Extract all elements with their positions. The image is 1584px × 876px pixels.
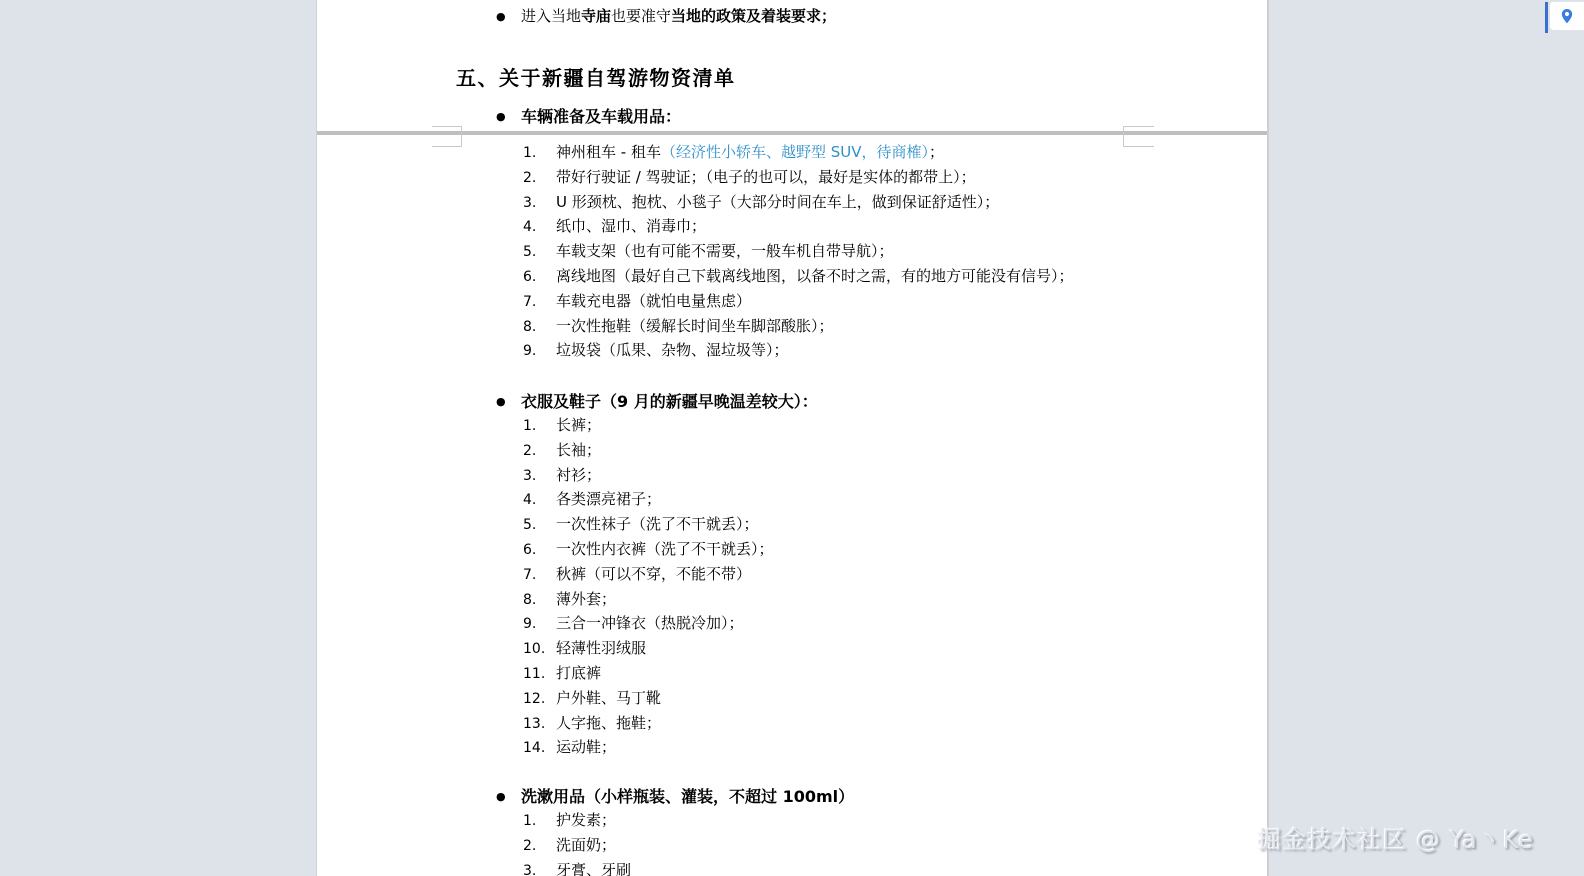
list-item (523, 489, 774, 514)
item-text: 一次性拖鞋（缓解长时间坐车脚部酸胀）； (556, 316, 834, 335)
item-text: U 形颈枕、抱枕、小毯子（大部分时间在车上，做到保证舒适性）； (556, 192, 1000, 211)
location-pin-widget[interactable] (1550, 2, 1584, 30)
item-number: 8. (523, 318, 537, 335)
item-text: 三合一冲锋衣（热脱冷加）； (556, 614, 744, 633)
item-number: 14. (523, 740, 546, 757)
item-number: 5. (523, 244, 537, 261)
item-number: 5. (523, 517, 537, 534)
section-bullet-title (496, 786, 854, 808)
item-text: 薄外套； (556, 589, 617, 608)
numbered-list (523, 142, 1074, 365)
item-number: 3. (523, 194, 537, 211)
item-text: 长裤； (556, 416, 602, 434)
section-title-text: 车辆准备及车载用品： (521, 107, 682, 126)
list-item (523, 713, 774, 738)
list-item (523, 539, 774, 564)
section-bullet-title (496, 391, 818, 413)
numbered-list (523, 415, 774, 762)
list-item (523, 415, 774, 440)
item-text: 车载充电器（就怕电量焦虑） (556, 291, 752, 310)
item-text: 离线地图（最好自己下载离线地图，以备不时之需，有的地方可能没有信号）； (556, 266, 1074, 285)
item-text: 牙膏、牙刷 (556, 860, 632, 876)
intro-bullet-line (496, 6, 836, 27)
section-heading: 五、关于新疆自驾游物资清单 (456, 66, 736, 90)
list-item (523, 835, 631, 860)
item-text: 一次性内衣裤（洗了不干就丢）； (556, 539, 774, 558)
item-number: 11. (523, 665, 546, 682)
item-text: 衬衫； (556, 465, 602, 484)
item-text: 带好行驶证 / 驾驶证；（电子的也可以，最好是实体的都带上）； (556, 167, 976, 186)
item-text: 户外鞋、马丁靴 (556, 688, 662, 707)
list-item (523, 638, 774, 663)
item-number: 6. (523, 268, 537, 285)
section-title-text: 洗漱用品（小样瓶装、灌装，不超过 100ml） (521, 787, 855, 806)
numbered-list (523, 810, 631, 876)
list-item (523, 192, 1074, 217)
bullet-icon: ● (496, 10, 506, 23)
item-text: 各类漂亮裙子； (556, 490, 662, 509)
list-item (523, 316, 1074, 341)
item-text (556, 142, 944, 163)
item-text: 运动鞋； (556, 738, 617, 757)
list-item (523, 440, 774, 465)
list-item (523, 266, 1074, 291)
list-item (523, 514, 774, 539)
item-number: 10. (523, 641, 546, 658)
item-text: 人字拖、拖鞋； (556, 713, 662, 732)
item-text-segment: ； (929, 143, 945, 161)
item-number: 4. (523, 219, 537, 236)
item-text: 护发素； (556, 811, 617, 829)
item-text: 垃圾袋（瓜果、杂物、湿垃圾等）； (556, 341, 789, 360)
intro-bullet-text (521, 6, 836, 27)
item-number: 8. (523, 591, 537, 608)
location-pin-icon (1559, 6, 1575, 26)
section-bullet-title (496, 106, 681, 128)
list-item (523, 291, 1074, 316)
item-text: 纸巾、湿巾、消毒巾； (556, 217, 707, 236)
highlighted-link-text: （经济性小轿车、越野型 SUV，待商榷） (660, 143, 929, 161)
item-number: 9. (523, 616, 537, 633)
item-number: 7. (523, 293, 537, 310)
list-item (523, 216, 1074, 241)
bullet-icon: ● (496, 790, 506, 803)
item-text: 打底裤 (556, 663, 602, 682)
list-item (523, 340, 1074, 365)
bullet-icon: ● (496, 395, 506, 408)
item-number: 3. (523, 467, 537, 484)
item-number: 3. (523, 862, 537, 876)
list-item (523, 241, 1074, 266)
pin-widget-accent-bar (1545, 2, 1548, 33)
item-number: 2. (523, 837, 537, 854)
item-number: 7. (523, 566, 537, 583)
list-item (523, 737, 774, 762)
item-number: 13. (523, 715, 546, 732)
item-number: 12. (523, 690, 546, 707)
item-number: 4. (523, 492, 537, 509)
item-number: 1. (523, 145, 537, 161)
list-item (523, 167, 1074, 192)
item-number: 1. (523, 418, 537, 434)
item-number: 2. (523, 442, 537, 459)
intro-text-segment: 也要准守 (611, 7, 672, 25)
item-text: 秋裤（可以不穿，不能不带） (556, 564, 752, 583)
intro-text-segment: 寺庙 (581, 7, 612, 25)
list-item (523, 860, 631, 876)
list-item (523, 810, 631, 835)
list-item (523, 465, 774, 490)
list-item (523, 564, 774, 589)
list-item (523, 613, 774, 638)
item-number: 9. (523, 343, 537, 360)
item-text: 轻薄性羽绒服 (556, 639, 647, 658)
item-number: 2. (523, 169, 537, 186)
item-number: 6. (523, 541, 537, 558)
item-text: 一次性袜子（洗了不干就丢）； (556, 515, 759, 534)
watermark: 掘金技术社区 @ Ya丶Ke (1257, 826, 1534, 854)
document-page (316, 0, 1269, 876)
page-margin-mark-right (1123, 126, 1154, 147)
bullet-icon: ● (496, 110, 506, 123)
item-text: 洗面奶； (556, 835, 617, 854)
item-text-segment: 神州租车 - 租车 (556, 143, 661, 161)
item-text: 长袖； (556, 440, 602, 459)
section-title-text: 衣服及鞋子（9 月的新疆早晚温差较大）： (521, 392, 818, 411)
list-item (523, 688, 774, 713)
list-item (523, 142, 1074, 167)
page-margin-mark-left (432, 126, 462, 147)
item-text: 车载支架（也有可能不需要，一般车机自带导航）； (556, 242, 894, 261)
intro-text-segment: 进入当地 (521, 7, 582, 25)
item-number: 1. (523, 813, 537, 829)
list-item (523, 589, 774, 614)
list-item (523, 663, 774, 688)
intro-text-segment: 当地的政策及着装要求； (671, 7, 837, 25)
